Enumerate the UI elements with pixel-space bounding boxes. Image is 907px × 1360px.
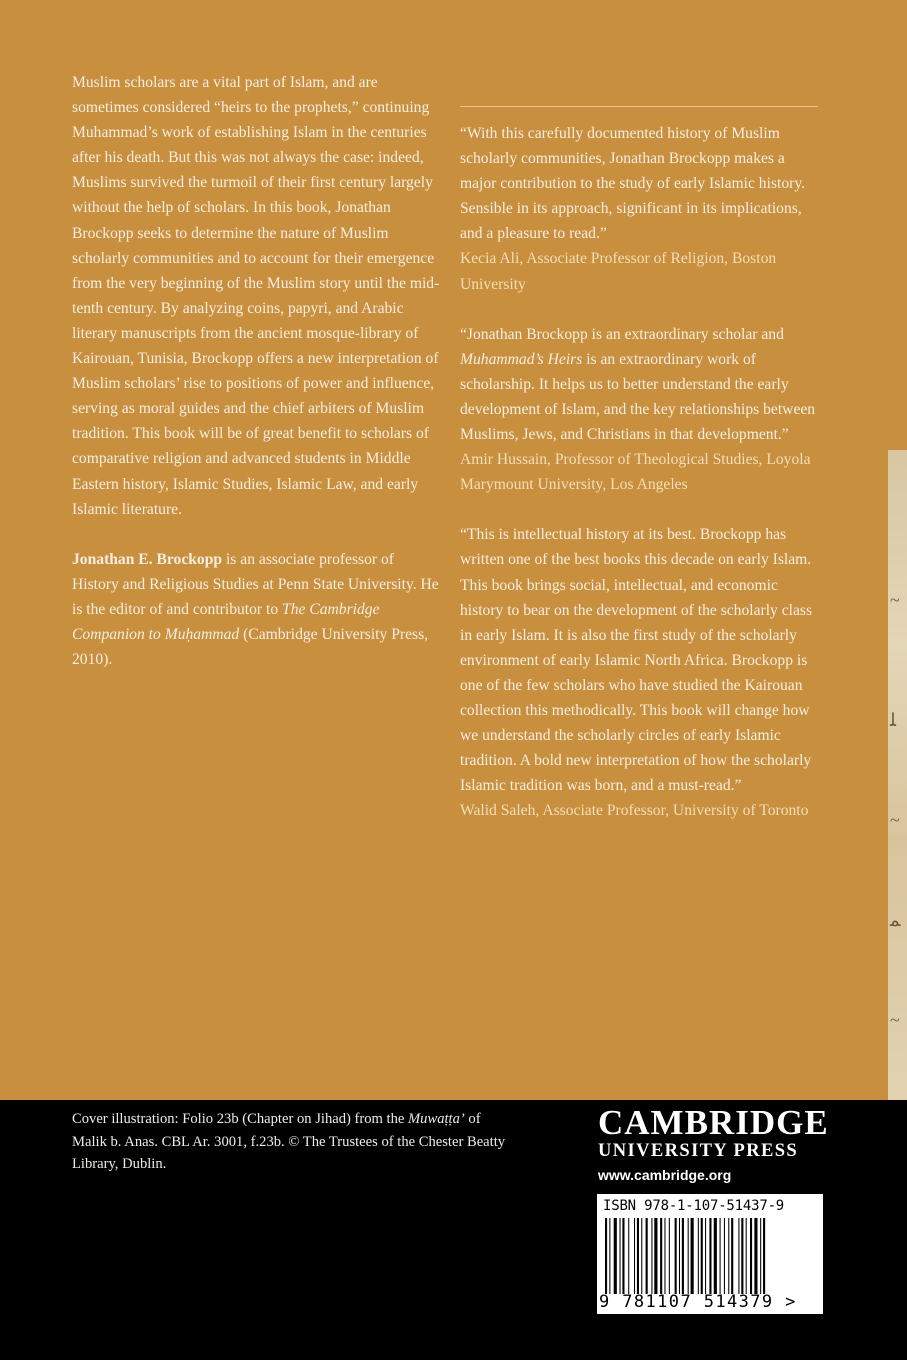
barcode-bar <box>664 1218 665 1294</box>
barcode-bar <box>701 1218 703 1294</box>
barcode-bar <box>731 1218 733 1294</box>
barcode-bar <box>628 1218 629 1294</box>
review-quote: “Jonathan Brockopp is an extraordinary scholar and Muhammad’s Heirs is an extraordinary work of scholarship. It helps us to better understand the early development of Islam, and the key relationships between Muslims, Jews, and Christians in that development.” <box>460 325 816 444</box>
barcode-bar <box>688 1218 689 1294</box>
barcode-bar <box>682 1218 684 1294</box>
barcode-bar <box>709 1218 711 1294</box>
review-attribution: Kecia Ali, Associate Professor of Religion, Boston University <box>460 250 777 293</box>
publisher-logo <box>598 1103 829 1186</box>
barcode-bar <box>705 1218 706 1294</box>
review-attribution: Walid Saleh, Associate Professor, University of Toronto <box>460 802 809 820</box>
barcode-bar <box>728 1218 729 1294</box>
barcode-bar <box>605 1218 607 1294</box>
book-description <box>72 70 442 697</box>
cover-illustration-credit: Cover illustration: Folio 23b (Chapter on Jihad) from the Muwaṭṭa’ of Malik b. Anas. CBL Ar. 3001, f.23b. © The Trustees of the Chester Beatty Library, Dublin. <box>72 1111 506 1172</box>
manuscript-illustration-edge: ~ ﻠ ~ ﻤ ~ <box>888 450 907 1100</box>
review <box>460 121 818 297</box>
front-cover-edge <box>888 0 907 1100</box>
barcode-bar <box>754 1218 757 1294</box>
related-book-title: The Cambridge Companion to Muḥammad <box>72 600 380 643</box>
barcode-bar <box>641 1218 642 1294</box>
barcode-bar <box>679 1218 680 1294</box>
barcode-bar <box>646 1218 648 1294</box>
review <box>460 322 818 498</box>
barcode-bar <box>741 1218 743 1294</box>
barcode-bar <box>660 1218 662 1294</box>
publisher-subtitle: UNIVERSITY PRESS <box>598 1141 799 1161</box>
barcode-box <box>597 1194 823 1314</box>
book-title: Muhammad’s Heirs <box>460 350 583 368</box>
barcode-bar <box>634 1218 635 1294</box>
barcode-bar <box>675 1218 677 1294</box>
barcode-bar <box>622 1218 624 1294</box>
barcode <box>605 1218 815 1294</box>
review-quote: “This is intellectual history at its best. Brockopp has written one of the best books this decade on early Islam. This book brings social, intellectual, and economic history to bear on the development of the scholarly class in early Islam. It is also the first study of the scholarly environment of early Islamic North Africa. Brockopp is one of the few scholars who have studied the Kairouan collection this methodically. This book will change how we understand the scholarly circles of early Islamic tradition. A bold new interpretation of how the scholarly Islamic tradition was born, and a must-read.” <box>460 526 813 795</box>
barcode-bar <box>609 1218 610 1294</box>
author-bio: Jonathan E. Brockopp is an associate professor of History and Religious Studies at Penn State University. He is the editor of and contributor to The Cambridge Companion to Muḥammad (Cambridge University Press, 2010). <box>72 550 439 669</box>
barcode-bar <box>691 1218 694 1294</box>
barcode-bar <box>620 1218 621 1294</box>
description-text: Muslim scholars are a vital part of Islam, and are sometimes considered “heirs to the prophets,” continuing Muhammad’s work of establishing Islam in the centuries after his death. But this was not always the case: indeed, Muslims survived the turmoil of their first century largely without the help of scholars. In this book, Jonathan Brockopp seeks to determine the nature of Muslim scholarly communities and to account for their emergence from the very beginning of the Muslim story until the mid-tenth century. By analyzing coins, papyri, and Arabic literary manuscripts from the ancient mosque-library of Kairouan, Tunisia, Brockopp offers a new interpretation of Muslim scholars’ rise to positions of power and influence, serving as moral guides and the chief arbiters of Muslim tradition. This book will be of great benefit to scholars of comparative religion and advanced students in Middle Eastern history, Islamic Studies, Islamic Law, and early Islamic literature. <box>72 74 440 518</box>
review-quote: “With this carefully documented history of Muslim scholarly communities, Jonathan Brockopp makes a major contribution to the study of early Islamic history. Sensible in its approach, significant in its implications, and a pleasure to read.” <box>460 125 806 243</box>
review-column <box>460 106 818 848</box>
barcode-bar <box>720 1218 721 1294</box>
barcode-bar <box>698 1218 699 1294</box>
barcode-bar <box>714 1218 717 1294</box>
barcode-bar <box>750 1218 752 1294</box>
barcode-bar <box>746 1218 747 1294</box>
publisher-name: CAMBRIDGE <box>598 1103 829 1142</box>
barcode-bar <box>614 1218 617 1294</box>
author-name: Jonathan E. Brockopp <box>72 550 223 568</box>
barcode-bar <box>654 1218 657 1294</box>
barcode-bar <box>760 1218 761 1294</box>
barcode-bar <box>738 1218 739 1294</box>
barcode-bar <box>669 1218 670 1294</box>
barcode-bar <box>763 1218 765 1294</box>
barcode-bar <box>724 1218 725 1294</box>
barcode-bar <box>651 1218 652 1294</box>
review <box>460 522 818 823</box>
publisher-url: www.cambridge.org <box>598 1167 732 1183</box>
barcode-digits: 9 781107 514379 > <box>599 1292 797 1312</box>
isbn-label: ISBN 978-1-107-51437-9 <box>603 1198 785 1214</box>
review-attribution: Amir Hussain, Professor of Theological Studies, Loyola Marymount University, Los Angeles <box>460 451 811 494</box>
barcode-bar <box>637 1218 639 1294</box>
